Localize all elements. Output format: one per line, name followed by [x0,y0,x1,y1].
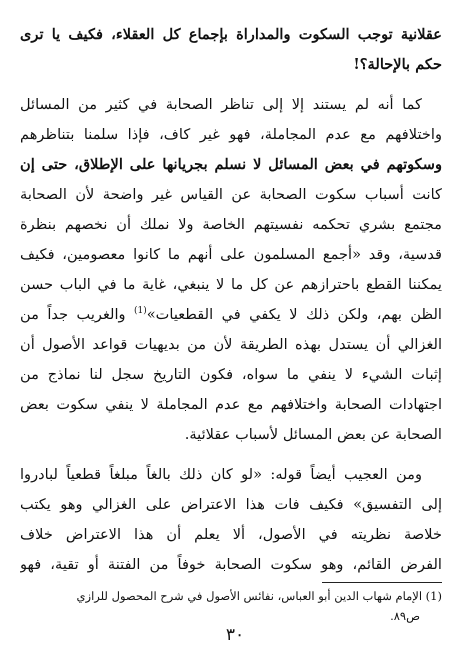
footnote-divider [322,582,442,583]
footnote-text: (1) الإمام شهاب الدين أبو العباس، نفائس الأصول في شرح المحصول للرازي [76,589,442,603]
text-line: إثبات الشيء لا ينفي ما سواه، فكون التاريخ سجل لنا نماذج من [20,366,442,383]
text-line: اجتهادات الصحابة واختلافهم مع عدم المجاملة لا ينفي سكوت بعض [20,396,442,413]
text-segment: والغريب جداً من [20,306,134,323]
text-line: حكم بالإحالة؟! [353,56,442,73]
text-line: عقلانية توجب السكوت والمداراة بإجماع كل العقلاء، فكيف يا ترى [20,26,442,43]
text-line: الصحابة عن بعض المسائل لأسباب عقلائية. [184,426,442,443]
text-line: خلاصة نظريته في الأصول، ألا يعلم أن هذا الاعتراض خلاف [20,526,442,543]
text-line: مجتمع بشري تحكمه نفسيتهم الخاصة ولا نملك أن نخصهم بنظرة [20,216,442,233]
page-number: ٣٠ [225,625,245,645]
text-line: الفرض القائم، وهو سكوت الصحابة خوفاً من الفتنة أو تقية، فهو [20,556,442,573]
text-line: يمكننا القطع باحترازهم عن كل ما لا ينبغي، غاية ما في الباب حسن [20,276,442,293]
footnote-text: ص٨٩. [390,609,420,623]
text-segment: الظن بهم، ولكن ذلك لا يكفي في القطعيات» [146,306,442,323]
footnote-ref[interactable]: (1) [133,306,147,317]
text-line: إلى التفسيق» فكيف فات هذا الاعتراض على الغزالي وهو يكتب [20,496,442,513]
text-line: وسكوتهم في بعض المسائل لا نسلم بجريانها على الإطلاق، حتى إن [20,156,442,173]
text-line: كانت أسباب سكوت الصحابة عن القياس غير واضحة لأن الصحابة [20,186,442,203]
text-line: ومن العجيب أيضاً قوله: «لو كان ذلك بالغاً مبلغاً قطعياً لبادروا [20,466,422,483]
text-line: الغزالي أن يستدل بهذه الطريقة لأن من بديهيات قواعد الأصول أن [20,336,442,353]
text-line: كما أنه لم يستند إلا إلى تناظر الصحابة في كثير من المسائل [20,96,422,113]
text-line: قدسية، وقد «أجمع المسلمون على أنهم ما كانوا معصومين، فكيف [20,246,442,263]
text-line-with-footnote-ref [20,300,442,330]
text-line: واختلافهم مع عدم المجاملة، فهو غير كاف، فإذا سلمنا بتناظرهم [20,126,442,143]
